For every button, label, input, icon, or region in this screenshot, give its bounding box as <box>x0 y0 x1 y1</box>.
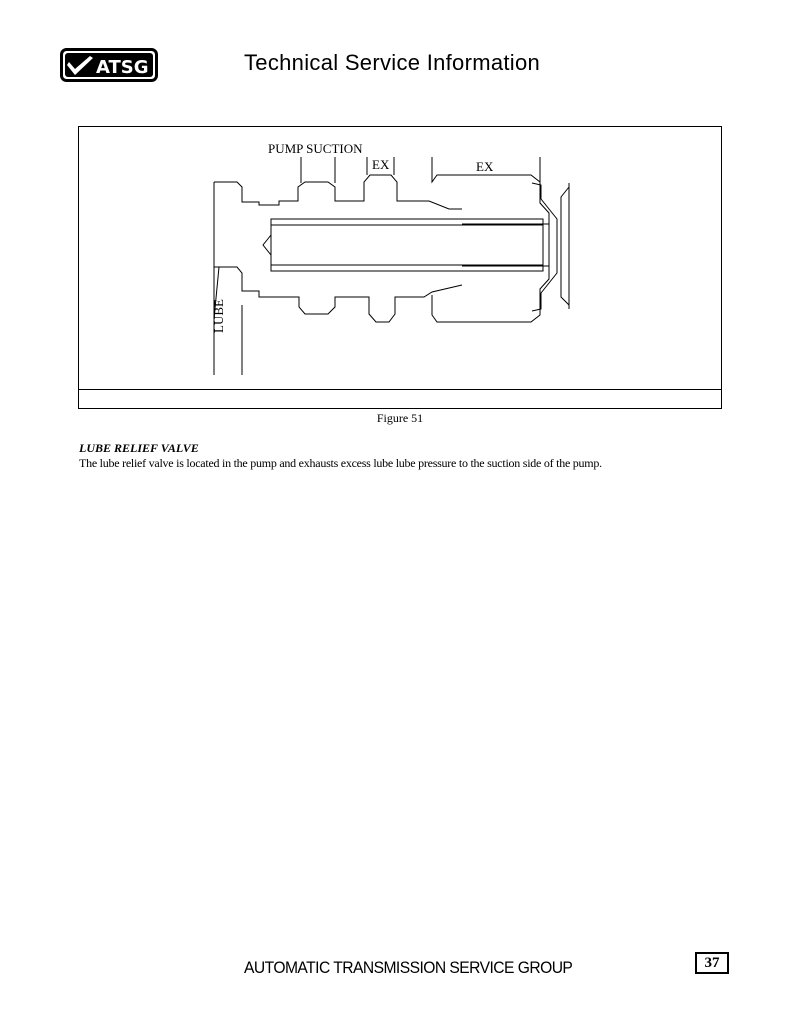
section-heading: LUBE RELIEF VALVE <box>79 441 199 455</box>
page-number: 37 <box>695 952 729 974</box>
label-lube: LUBE <box>211 299 226 333</box>
spring-seat <box>532 183 557 311</box>
valve-spool <box>271 219 543 271</box>
lube-passage-wall <box>214 182 219 375</box>
label-exhaust-left: EX <box>372 157 390 172</box>
figure-frame <box>78 126 722 409</box>
label-pump-suction: PUMP SUCTION <box>268 141 363 156</box>
label-exhaust-right: EX <box>476 159 494 174</box>
exhaust-chamber-wall <box>432 175 549 322</box>
valve-bore-upper-wall <box>214 175 462 209</box>
atsg-logo <box>60 48 158 82</box>
figure-caption: Figure 51 <box>376 411 424 425</box>
figure-footer-strip <box>79 389 721 408</box>
footer-organization: AUTOMATIC TRANSMISSION SERVICE GROUP <box>244 958 573 977</box>
spool-tip <box>263 235 271 255</box>
lube-relief-valve-diagram <box>79 127 723 392</box>
page-title: Technical Service Information <box>244 50 541 75</box>
valve-bore-lower-wall <box>214 267 462 322</box>
section-body: The lube relief valve is located in the pump and exhausts excess lube lube pressure to the suction side of the pump. <box>79 456 602 470</box>
svg-text:ATSG: ATSG <box>96 57 149 78</box>
